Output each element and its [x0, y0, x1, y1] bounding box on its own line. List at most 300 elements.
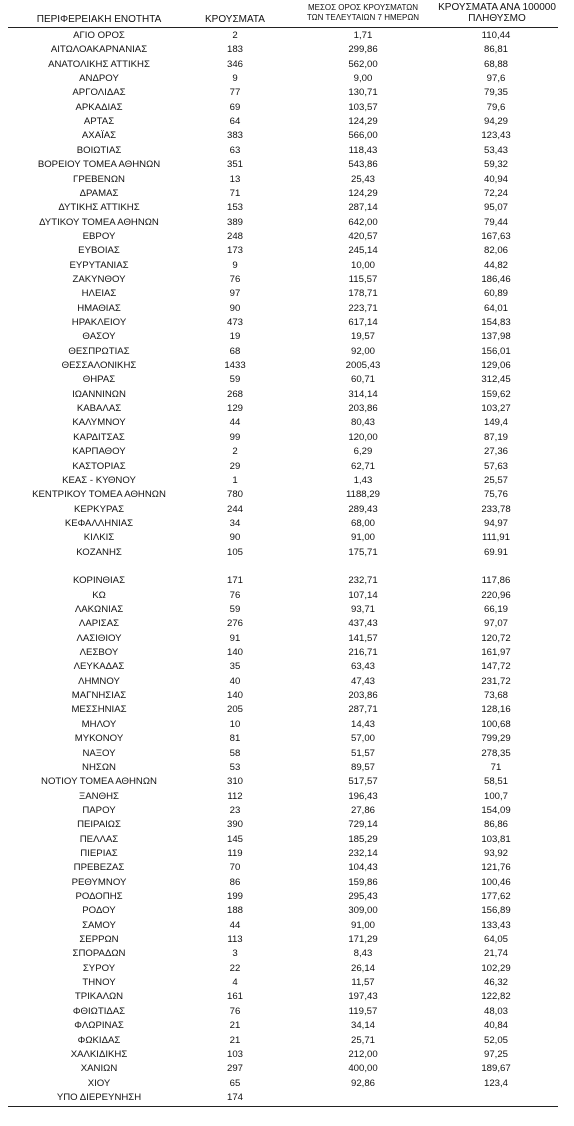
cases-per-100k-cell: 100,68 [481, 718, 511, 730]
avg-7days-cell: 34,14 [350, 1020, 375, 1032]
cases-count-cell: 22 [229, 962, 241, 974]
table-row [0, 388, 574, 402]
region-name-cell: ΔΥΤΙΚΟΥ ΤΟΜΕΑ ΑΘΗΝΩΝ [39, 216, 159, 228]
cases-count-cell: 81 [229, 733, 241, 745]
header-cases: ΚΡΟΥΣΜΑΤΑ [205, 14, 265, 25]
cases-per-100k-cell: 100,7 [483, 790, 508, 802]
avg-7days-cell: 92,86 [350, 1077, 375, 1089]
avg-7days-cell: 14,43 [350, 718, 375, 730]
cases-count-cell: 140 [226, 647, 243, 659]
header-per-100k-line1: ΚΡΟΥΣΜΑΤΑ ΑΝΑ 100000 [438, 2, 556, 13]
cases-count-cell: 112 [227, 790, 243, 802]
cases-count-cell: 310 [226, 776, 243, 788]
table-row [0, 804, 574, 818]
cases-count-cell: 29 [229, 460, 241, 472]
table-row [0, 689, 574, 703]
cases-count-cell: 59 [229, 374, 241, 386]
avg-7days-cell: 185,29 [348, 833, 378, 845]
cases-per-100k-cell: 87,19 [483, 431, 508, 443]
table-row [0, 703, 574, 717]
cases-count-cell: 70 [229, 862, 241, 874]
avg-7days-cell: 60,71 [350, 374, 375, 386]
table-row [0, 962, 574, 976]
cases-per-100k-cell: 220,96 [481, 589, 511, 601]
table-row [0, 560, 574, 574]
table-row [0, 818, 574, 832]
cases-per-100k-cell: 21,74 [483, 948, 508, 960]
avg-7days-cell: 25,71 [350, 1034, 375, 1046]
region-name-cell: ΘΑΣΟΥ [82, 331, 116, 343]
cases-per-100k-cell: 154,83 [481, 317, 511, 328]
cases-per-100k-cell: 799,29 [481, 733, 511, 745]
cases-per-100k-cell: 123,43 [481, 130, 511, 142]
table-row [0, 976, 574, 990]
cases-count-cell: 34 [229, 517, 241, 529]
region-name-cell: ΠΕΙΡΑΙΩΣ [77, 819, 121, 831]
region-name-cell: ΡΟΔΟΥ [82, 905, 116, 917]
avg-7days-cell: 299,86 [348, 44, 378, 56]
region-name-cell: ΚΑΛΥΜΝΟΥ [72, 417, 126, 429]
table-row [0, 330, 574, 344]
avg-7days-cell: 2005,43 [345, 360, 381, 372]
table-row [0, 244, 574, 258]
cases-count-cell: 183 [226, 44, 243, 56]
cases-count-cell: 64 [229, 116, 241, 128]
avg-7days-cell: 130,71 [348, 87, 378, 99]
table-row [0, 1062, 574, 1076]
avg-7days-cell: 68,00 [350, 517, 375, 529]
region-name-cell: ΚΕΑΣ - ΚΥΘΝΟΥ [62, 474, 136, 486]
avg-7days-cell: 642,00 [348, 216, 378, 228]
table-row [0, 617, 574, 631]
table-row [0, 847, 574, 861]
table-row [0, 660, 574, 674]
cases-count-cell: 1 [232, 474, 238, 486]
cases-per-100k-cell: 147,72 [481, 661, 511, 673]
cases-per-100k-cell: 189,67 [481, 1063, 511, 1075]
cases-count-cell: 248 [226, 230, 243, 242]
table-row [0, 1077, 574, 1091]
cases-count-cell: 2 [232, 30, 238, 41]
table-row [0, 933, 574, 947]
cases-per-100k-cell: 233,78 [481, 503, 511, 515]
avg-7days-cell: 104,43 [348, 862, 378, 874]
avg-7days-cell: 1,71 [353, 30, 373, 41]
region-name-cell: ΗΜΑΘΙΑΣ [77, 302, 121, 314]
cases-count-cell: 174 [226, 1091, 243, 1103]
avg-7days-cell: 115,57 [348, 273, 378, 285]
cases-count-cell: 86 [229, 876, 241, 888]
cases-per-100k-cell: 156,89 [481, 905, 511, 917]
region-name-cell: ΕΥΡΥΤΑΝΙΑΣ [69, 259, 129, 271]
avg-7days-cell: 47,43 [350, 675, 375, 687]
cases-count-cell: 199 [226, 891, 243, 902]
cases-per-100k-cell: 137,98 [481, 331, 511, 343]
region-name-cell: ΘΗΡΑΣ [82, 374, 116, 386]
avg-7days-cell: 6,29 [353, 446, 373, 458]
table-row [0, 373, 574, 387]
table-row [0, 201, 574, 215]
cases-per-100k-cell: 66,19 [483, 604, 508, 615]
region-name-cell: ΜΗΛΟΥ [81, 718, 117, 730]
table-row [0, 187, 574, 201]
region-name-cell: ΚΩ [92, 589, 106, 601]
header-avg-7days-line2: ΤΩΝ ΤΕΛΕΥΤΑΙΩΝ 7 ΗΜΕΡΩΝ [306, 13, 420, 22]
avg-7days-cell: 203,86 [348, 690, 378, 702]
avg-7days-cell: 212,00 [348, 1048, 378, 1060]
avg-7days-cell: 617,14 [348, 317, 378, 328]
avg-7days-cell: 420,57 [348, 230, 378, 242]
region-name-cell: ΜΕΣΣΗΝΙΑΣ [71, 704, 127, 716]
table-row [0, 646, 574, 660]
region-name-cell: ΚΑΡΔΙΤΣΑΣ [73, 431, 125, 443]
table-bottom-divider [8, 1106, 558, 1107]
region-name-cell: ΙΩΑΝΝΙΝΩΝ [72, 388, 126, 400]
cases-per-100k-cell: 97,25 [483, 1048, 508, 1060]
avg-7days-cell: 232,71 [348, 575, 378, 587]
table-row [0, 431, 574, 445]
cases-per-100k-cell: 71 [490, 761, 502, 773]
table-row [0, 632, 574, 646]
region-name-cell: ΖΑΚΥΝΘΟΥ [72, 273, 126, 285]
cases-per-100k-cell: 64,05 [483, 934, 508, 946]
cases-count-cell: 119 [227, 847, 243, 859]
region-name-cell: ΣΑΜΟΥ [82, 919, 116, 931]
cases-per-100k-cell: 102,29 [481, 962, 511, 974]
region-name-cell: ΚΕΦΑΛΛΗΝΙΑΣ [64, 517, 134, 529]
table-row [0, 43, 574, 57]
table-row [0, 747, 574, 761]
cases-per-100k-cell: 231,72 [481, 675, 511, 687]
cases-count-cell: 297 [226, 1063, 243, 1075]
cases-per-100k-cell: 167,63 [481, 230, 511, 242]
cases-per-100k-cell: 82,06 [483, 245, 508, 257]
avg-7days-cell: 57,00 [350, 733, 375, 745]
cases-per-100k-cell: 97,07 [483, 618, 508, 630]
region-name-cell: ΛΗΜΝΟΥ [78, 675, 120, 687]
cases-count-cell: 346 [226, 58, 243, 70]
cases-per-100k-cell: 94,29 [483, 116, 508, 128]
cases-per-100k-cell: 103,27 [481, 403, 511, 415]
avg-7days-cell: 89,57 [350, 761, 375, 773]
cases-count-cell: 171 [226, 575, 243, 587]
region-name-cell: ΘΕΣΣΑΛΟΝΙΚΗΣ [61, 360, 137, 372]
region-name-cell: ΑΡΤΑΣ [83, 116, 115, 128]
cases-per-100k-cell: 75,76 [483, 489, 508, 501]
cases-count-cell: 2 [232, 446, 238, 458]
region-name-cell: ΣΥΡΟΥ [82, 962, 116, 974]
table-row [0, 904, 574, 918]
table-row [0, 259, 574, 273]
cases-per-100k-cell: 154,09 [481, 804, 511, 816]
avg-7days-cell: 63,43 [350, 661, 375, 673]
table-row [0, 129, 574, 143]
avg-7days-cell: 93,71 [350, 604, 375, 615]
cases-per-100k-cell: 312,45 [481, 374, 511, 386]
table-header [0, 0, 574, 30]
avg-7days-cell: 62,71 [350, 460, 375, 472]
cases-count-cell: 65 [229, 1077, 241, 1089]
cases-count-cell: 76 [229, 273, 241, 285]
region-name-cell: ΜΥΚΟΝΟΥ [74, 733, 124, 745]
cases-per-100k-cell: 40,94 [483, 173, 508, 185]
cases-per-100k-cell: 57,63 [483, 460, 508, 472]
table-row [0, 58, 574, 72]
cases-per-100k-cell: 27,36 [483, 446, 508, 458]
table-row [0, 718, 574, 732]
region-name-cell: ΛΑΡΙΣΑΣ [78, 618, 120, 630]
region-name-cell: ΝΗΣΩΝ [82, 761, 116, 773]
region-name-cell: ΚΟΡΙΝΘΙΑΣ [72, 575, 126, 587]
cases-count-cell: 244 [226, 503, 243, 515]
cases-count-cell: 69 [229, 101, 241, 113]
table-row [0, 101, 574, 115]
table-row [0, 416, 574, 430]
cases-count-cell: 188 [226, 905, 243, 917]
cases-count-cell: 13 [229, 173, 241, 185]
table-row [0, 144, 574, 158]
cases-per-100k-cell: 44,82 [483, 259, 508, 271]
cases-count-cell: 153 [226, 202, 243, 214]
cases-count-cell: 268 [226, 388, 243, 400]
cases-count-cell: 40 [229, 675, 241, 687]
region-name-cell: ΣΕΡΡΩΝ [79, 934, 119, 946]
cases-count-cell: 129 [226, 403, 243, 415]
avg-7days-cell: 178,71 [348, 288, 378, 300]
avg-7days-cell: 118,43 [348, 144, 378, 156]
cases-per-100k-cell: 59,32 [483, 159, 508, 171]
cases-per-100k-cell: 120,72 [481, 632, 511, 644]
region-name-cell: ΒΟΙΩΤΙΑΣ [76, 144, 122, 156]
cases-per-100k-cell: 278,35 [481, 747, 511, 759]
table-row [0, 517, 574, 531]
cases-count-cell: 205 [226, 704, 243, 716]
cases-per-100k-cell: 103,81 [481, 833, 511, 845]
table-row [0, 947, 574, 961]
cases-per-100k-cell: 52,05 [483, 1034, 508, 1046]
region-name-cell: ΑΡΓΟΛΙΔΑΣ [72, 87, 126, 99]
cases-per-100k-cell: 159,62 [481, 388, 511, 400]
table-row [0, 790, 574, 804]
region-name-cell: ΑΝΔΡΟΥ [79, 73, 119, 85]
cases-count-cell: 10 [229, 718, 241, 730]
region-name-cell: ΠΕΛΛΑΣ [79, 833, 119, 845]
table-row [0, 460, 574, 474]
cases-per-100k-cell: 86,86 [483, 819, 508, 831]
table-row [0, 216, 574, 230]
avg-7days-cell: 92,00 [350, 345, 375, 357]
cases-per-100k-cell: 97,6 [486, 73, 506, 85]
avg-7days-cell: 11,57 [351, 977, 375, 989]
cases-count-cell: 4 [232, 977, 238, 989]
cases-count-cell: 105 [226, 546, 243, 558]
cases-count-cell: 276 [226, 618, 243, 630]
cases-per-100k-cell: 86,81 [483, 44, 508, 56]
table-row [0, 1005, 574, 1019]
table-row [0, 531, 574, 545]
region-name-cell: ΥΠΟ ΔΙΕΡΕΥΝΗΣΗ [56, 1091, 142, 1103]
cases-per-100k-cell: 58,51 [483, 776, 508, 788]
avg-7days-cell: 19,57 [350, 331, 375, 343]
region-name-cell: ΚΑΣΤΟΡΙΑΣ [72, 460, 126, 472]
avg-7days-cell: 314,14 [348, 388, 378, 400]
avg-7days-cell: 26,14 [350, 962, 375, 974]
region-name-cell: ΣΠΟΡΑΔΩΝ [72, 948, 126, 960]
cases-per-100k-cell: 73,68 [483, 690, 508, 702]
avg-7days-cell: 309,00 [348, 905, 378, 917]
table-row [0, 546, 574, 560]
avg-7days-cell: 197,43 [348, 991, 378, 1003]
cases-per-100k-cell: 110,44 [481, 30, 511, 41]
avg-7days-cell: 80,43 [350, 417, 375, 429]
cases-per-100k-cell: 177,62 [481, 891, 511, 902]
region-name-cell: ΝΟΤΙΟΥ ΤΟΜΕΑ ΑΘΗΝΩΝ [41, 776, 157, 788]
avg-7days-cell: 289,43 [348, 503, 378, 515]
cases-count-cell: 9 [232, 259, 238, 271]
region-name-cell: ΦΩΚΙΔΑΣ [77, 1034, 121, 1046]
cases-per-100k-cell: 121,76 [481, 862, 511, 874]
cases-per-100k-cell: 122,82 [481, 991, 511, 1003]
cases-count-cell: 145 [226, 833, 243, 845]
table-row [0, 675, 574, 689]
avg-7days-cell: 51,57 [350, 747, 375, 759]
avg-7days-cell: 437,43 [348, 618, 378, 630]
table-row [0, 72, 574, 86]
avg-7days-cell: 287,71 [348, 704, 378, 716]
region-name-cell: ΑΓΙΟ ΟΡΟΣ [73, 30, 125, 41]
cases-per-100k-cell: 149,4 [483, 417, 508, 429]
cases-count-cell: 97 [229, 288, 241, 300]
region-name-cell: ΕΒΡΟΥ [82, 230, 116, 242]
cases-count-cell: 21 [229, 1020, 241, 1032]
cases-per-100k-cell: 72,24 [483, 187, 508, 199]
avg-7days-cell: 245,14 [348, 245, 378, 257]
table-row [0, 919, 574, 933]
avg-7days-cell: 159,86 [348, 876, 378, 888]
cases-per-100k-cell: 68,88 [483, 58, 508, 70]
region-name-cell: ΛΑΚΩΝΙΑΣ [74, 604, 124, 615]
avg-7days-cell: 27,86 [350, 804, 375, 816]
region-name-cell: ΧΑΛΚΙΔΙΚΗΣ [70, 1048, 128, 1060]
table-row [0, 359, 574, 373]
table-row [0, 503, 574, 517]
region-name-cell: ΦΘΙΩΤΙΔΑΣ [72, 1005, 126, 1017]
avg-7days-cell: 91,00 [350, 919, 375, 931]
cases-count-cell: 1433 [224, 360, 246, 372]
avg-7days-cell: 196,43 [348, 790, 378, 802]
cases-per-100k-cell: 79,35 [483, 87, 508, 99]
cases-per-100k-cell: 94,97 [483, 517, 508, 529]
cases-count-cell: 90 [229, 532, 241, 544]
region-name-cell: ΚΑΒΑΛΑΣ [76, 403, 122, 415]
table-row [0, 158, 574, 172]
cases-per-100k-cell: 133,43 [481, 919, 511, 931]
region-name-cell: ΜΑΓΝΗΣΙΑΣ [71, 690, 127, 702]
cases-count-cell: 68 [229, 345, 241, 357]
table-row [0, 287, 574, 301]
avg-7days-cell: 566,00 [348, 130, 378, 142]
cases-count-cell: 19 [229, 331, 241, 343]
avg-7days-cell: 171,29 [348, 934, 378, 946]
region-name-cell: ΑΧΑΪΑΣ [81, 130, 117, 142]
cases-count-cell: 161 [226, 991, 243, 1003]
avg-7days-cell: 10,00 [350, 259, 375, 271]
table-row [0, 876, 574, 890]
avg-7days-cell: 124,29 [348, 116, 378, 128]
cases-count-cell: 44 [229, 919, 241, 931]
region-name-cell: ΠΡΕΒΕΖΑΣ [73, 862, 125, 874]
cases-per-100k-cell: 156,01 [481, 345, 511, 357]
avg-7days-cell: 232,14 [348, 847, 378, 859]
avg-7days-cell: 1188,29 [346, 489, 380, 501]
region-name-cell: ΤΡΙΚΑΛΩΝ [74, 991, 124, 1003]
cases-count-cell: 58 [229, 747, 241, 759]
cases-per-100k-cell: 128,16 [481, 704, 511, 716]
region-name-cell: ΦΛΩΡΙΝΑΣ [74, 1020, 124, 1032]
region-name-cell: ΑΡΚΑΔΙΑΣ [75, 101, 123, 113]
avg-7days-cell: 25,43 [350, 173, 375, 185]
region-name-cell: ΡΟΔΟΠΗΣ [75, 891, 123, 902]
region-name-cell: ΚΟΖΑΝΗΣ [76, 546, 122, 558]
cases-per-100k-cell: 48,03 [483, 1005, 508, 1017]
avg-7days-cell: 287,14 [348, 202, 378, 214]
avg-7days-cell: 119,57 [348, 1005, 378, 1017]
table-row [0, 589, 574, 603]
cases-per-100k-cell: 25,57 [483, 474, 508, 486]
header-divider [8, 27, 558, 28]
region-name-cell: ΠΙΕΡΙΑΣ [80, 847, 118, 859]
region-name-cell: ΤΗΝΟΥ [82, 977, 116, 989]
cases-count-cell: 99 [229, 431, 241, 443]
region-name-cell: ΚΕΡΚΥΡΑΣ [73, 503, 124, 515]
table-row [0, 488, 574, 502]
cases-per-100k-cell: 123,4 [483, 1077, 508, 1089]
cases-count-cell: 389 [226, 216, 243, 228]
header-per-100k-line2: ΠΛΗΘΥΣΜΟ [468, 13, 526, 24]
avg-7days-cell: 543,86 [348, 159, 378, 171]
cases-count-cell: 113 [227, 934, 243, 946]
cases-count-cell: 473 [226, 317, 243, 328]
table-row [0, 1034, 574, 1048]
cases-count-cell: 71 [229, 187, 241, 199]
cases-per-100k-cell: 79,6 [486, 101, 506, 113]
cases-count-cell: 103 [226, 1048, 243, 1060]
cases-per-100k-cell: 111,91 [482, 532, 510, 544]
cases-count-cell: 140 [226, 690, 243, 702]
avg-7days-cell: 175,71 [348, 546, 378, 558]
cases-count-cell: 63 [229, 144, 241, 156]
table-row [0, 345, 574, 359]
avg-7days-cell: 9,00 [353, 73, 373, 85]
cases-count-cell: 351 [226, 159, 243, 171]
avg-7days-cell: 141,57 [348, 632, 378, 644]
cases-count-cell: 3 [232, 948, 238, 960]
avg-7days-cell: 203,86 [348, 403, 378, 415]
table-row [0, 402, 574, 416]
table-row [0, 761, 574, 775]
avg-7days-cell: 216,71 [348, 647, 378, 659]
avg-7days-cell: 107,14 [348, 589, 378, 601]
cases-per-100k-cell: 60,89 [483, 288, 508, 300]
region-name-cell: ΑΙΤΩΛΟΑΚΑΡΝΑΝΙΑΣ [50, 44, 148, 56]
table-row [0, 29, 574, 43]
cases-count-cell: 91 [229, 632, 241, 644]
table-row [0, 833, 574, 847]
table-row [0, 230, 574, 244]
cases-count-cell: 77 [229, 87, 241, 99]
region-name-cell: ΒΟΡΕΙΟΥ ΤΟΜΕΑ ΑΘΗΝΩΝ [37, 159, 161, 171]
table-row [0, 445, 574, 459]
